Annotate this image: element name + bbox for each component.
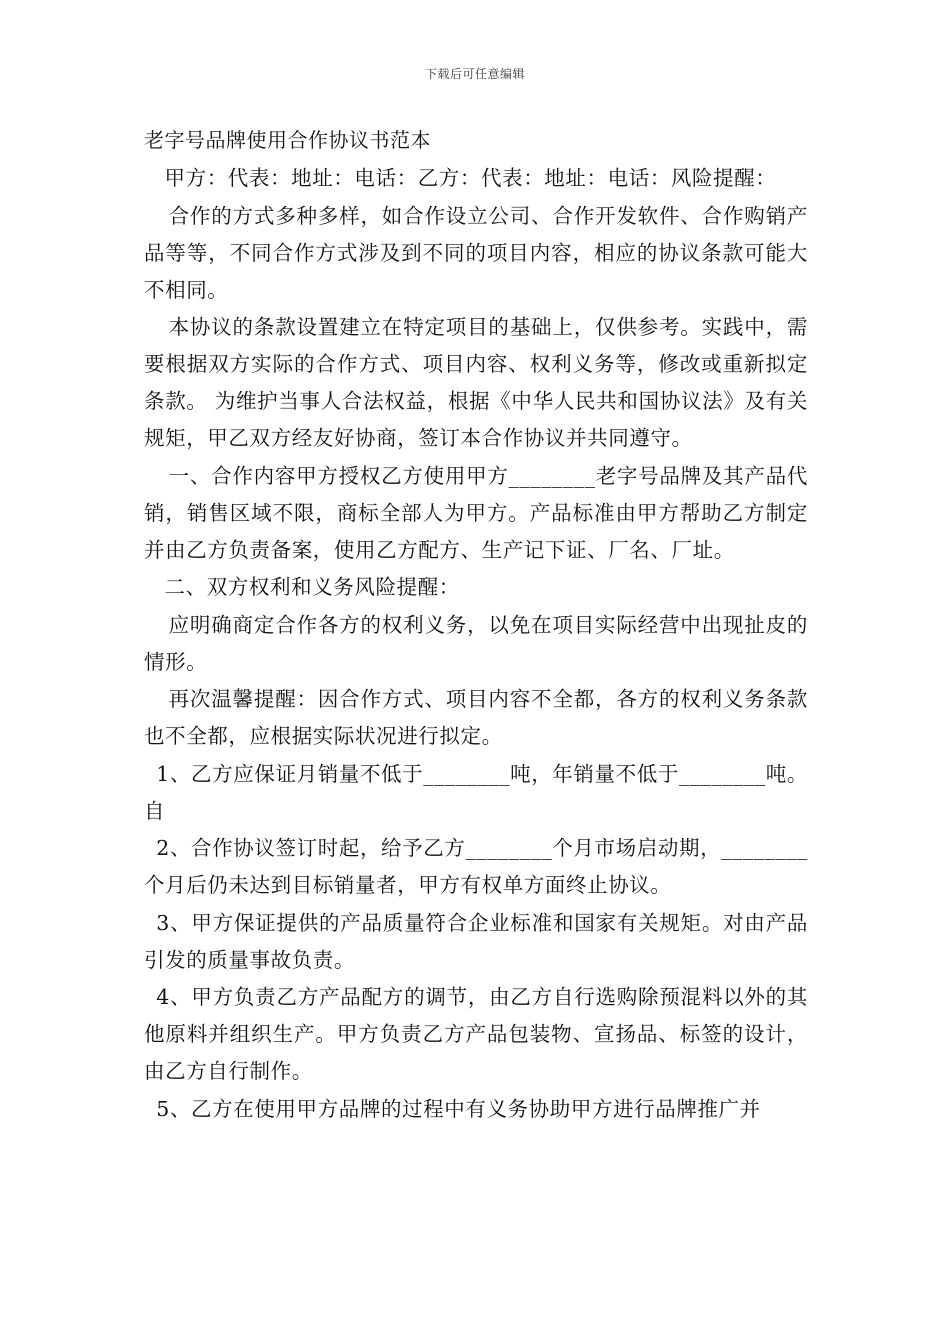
- paragraph-clause-5: 5、乙方在使用甲方品牌的过程中有义务协助甲方进行品牌推广并: [156, 1096, 761, 1121]
- paragraph-reference-note: 本协议的条款设置建立在特定项目的基础上，仅供参考。实践中，需要根据双方实际的合作方式、项目内容、权利义务等，修改或重新拟定条款。 为维护当事人合法权益，根据《中华人民共和国协议法》及有关规矩，甲乙双方经友好协商，签订本合作协议并共同遵守。: [144, 315, 808, 450]
- document-title: 老字号品牌使用合作协议书范本: [144, 128, 431, 152]
- paragraph-section-2-heading: 二、双方权利和义务风险提醒：: [164, 575, 460, 599]
- page-header-note: 下载后可任意编辑: [424, 67, 525, 81]
- paragraph-clause-3: 3、甲方保证提供的产品质量符合企业标准和国家有关规矩。对由产品引发的质量事故负责。: [144, 910, 808, 972]
- paragraph-clause-1: 1、乙方应保证月销量不低于________吨，年销量不低于________吨。自: [144, 761, 808, 823]
- paragraph-warm-reminder: 再次温馨提醒：因合作方式、项目内容不全都，各方的权利义务条款也不全都，应根据实际状况进行拟定。: [144, 687, 808, 748]
- paragraph-section-1: 一、合作内容甲方授权乙方使用甲方________老字号品牌及其产品代销，销售区域不限，商标全部人为甲方。产品标准由甲方帮助乙方制定并由乙方负责备案，使用乙方配方、生产记下证、厂名、厂址。: [144, 463, 808, 562]
- paragraph-rights-reminder: 应明确商定合作各方的权利义务，以免在项目实际经营中出现扯皮的情形。: [144, 612, 808, 674]
- paragraph-parties: 甲方：代表：地址：电话：乙方：代表：地址：电话：风险提醒：: [164, 166, 777, 190]
- document-body: [144, 122, 808, 1128]
- paragraph-cooperation-modes: 合作的方式多种多样，如合作设立公司、合作开发软件、合作购销产品等等，不同合作方式涉及到不同的项目内容，相应的协议条款可能大不相同。: [144, 203, 808, 302]
- paragraph-clause-4: 4、甲方负责乙方产品配方的调节，由乙方自行选购除预混料以外的其他原料并组织生产。甲方负责乙方产品包装物、宣扬品、标签的设计，由乙方自行制作。: [144, 985, 808, 1083]
- paragraph-clause-2: 2、合作协议签订时起，给予乙方________个月市场启动期，________个月后仍未达到目标销量者，甲方有权单方面终止协议。: [144, 836, 808, 897]
